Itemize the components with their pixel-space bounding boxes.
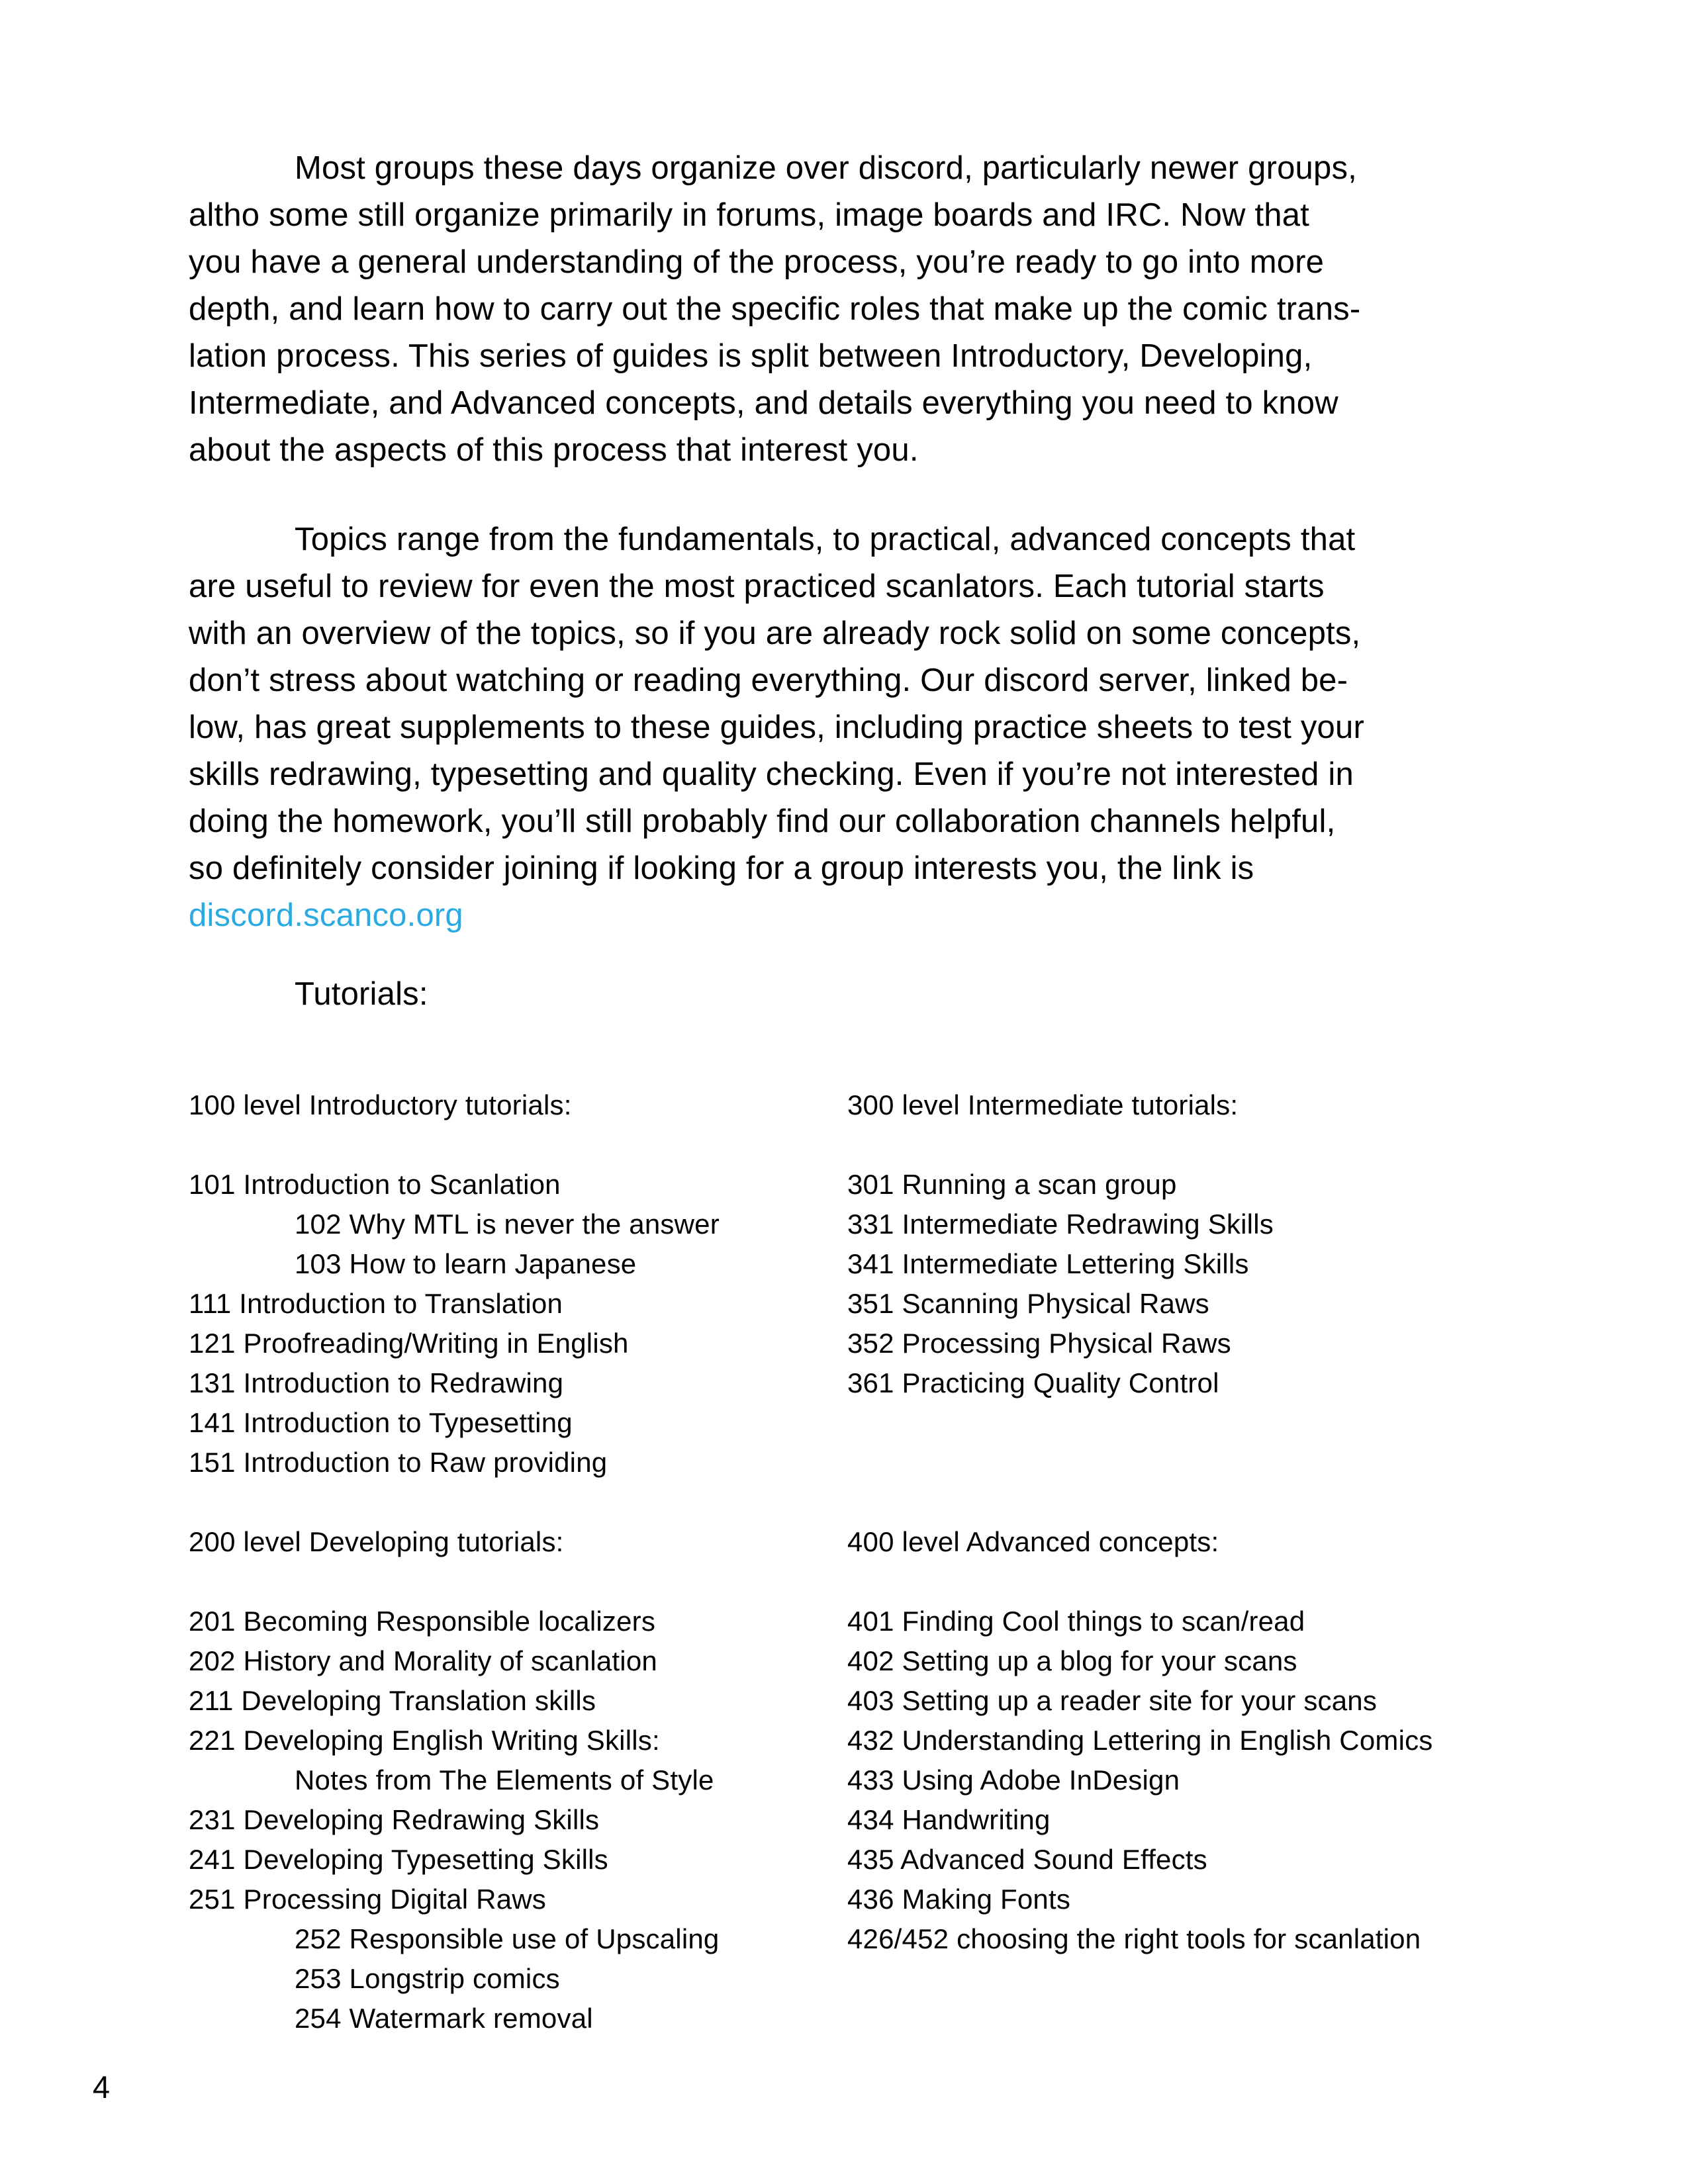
tutorials-heading: Tutorials: bbox=[295, 976, 428, 1012]
tutorial-item: 341 Intermediate Lettering Skills bbox=[847, 1248, 1249, 1279]
section-header: 100 level Introductory tutorials: bbox=[189, 1089, 572, 1120]
paragraph-line: depth, and learn how to carry out the specific roles that make up the comic trans- bbox=[189, 291, 1361, 327]
tutorial-item: 432 Understanding Lettering in English Comics bbox=[847, 1725, 1433, 1756]
tutorial-item: 211 Developing Translation skills bbox=[189, 1685, 596, 1716]
tutorial-item: 402 Setting up a blog for your scans bbox=[847, 1645, 1297, 1676]
section-items bbox=[847, 1165, 1562, 1403]
paragraph-line: Most groups these days organize over discord, particularly newer groups, bbox=[295, 150, 1357, 186]
section-header: 400 level Advanced concepts: bbox=[847, 1526, 1219, 1557]
tutorial-item: 253 Longstrip comics bbox=[295, 1963, 560, 1994]
tutorial-item: 426/452 choosing the right tools for scanlation bbox=[847, 1923, 1421, 1954]
tutorial-item: 231 Developing Redrawing Skills bbox=[189, 1804, 600, 1835]
paragraph-line: doing the homework, you’ll still probably find our collaboration channels helpful, bbox=[189, 803, 1336, 839]
paragraph-line: skills redrawing, typesetting and quality checking. Even if you’re not interested in bbox=[189, 756, 1354, 792]
tutorial-item: 403 Setting up a reader site for your scans bbox=[847, 1685, 1378, 1716]
section-header: 200 level Developing tutorials: bbox=[189, 1526, 564, 1557]
tutorial-item: 151 Introduction to Raw providing bbox=[189, 1447, 608, 1478]
paragraph-line: you have a general understanding of the process, you’re ready to go into more bbox=[189, 244, 1325, 280]
tutorial-item: 352 Processing Physical Raws bbox=[847, 1328, 1231, 1359]
tutorial-item: 331 Intermediate Redrawing Skills bbox=[847, 1208, 1274, 1240]
paragraph-line: don’t stress about watching or reading everything. Our discord server, linked be- bbox=[189, 662, 1348, 698]
tutorial-item: 361 Practicing Quality Control bbox=[847, 1367, 1219, 1398]
tutorial-item: 351 Scanning Physical Raws bbox=[847, 1288, 1209, 1319]
paragraph-line: about the aspects of this process that interest you. bbox=[189, 432, 919, 468]
paragraph-2 bbox=[189, 516, 1519, 939]
section-header: 300 level Intermediate tutorials: bbox=[847, 1089, 1239, 1120]
page-number: 4 bbox=[93, 2070, 111, 2105]
tutorial-item: 434 Handwriting bbox=[847, 1804, 1051, 1835]
tutorial-item: 436 Making Fonts bbox=[847, 1884, 1071, 1915]
paragraph-line: are useful to review for even the most practiced scanlators. Each tutorial starts bbox=[189, 569, 1325, 604]
section-items bbox=[189, 1165, 834, 1482]
section-300-level bbox=[847, 1085, 1562, 1403]
tutorial-item: 141 Introduction to Typesetting bbox=[189, 1407, 573, 1438]
tutorial-item: 221 Developing English Writing Skills: bbox=[189, 1725, 660, 1756]
tutorial-item: 201 Becoming Responsible localizers bbox=[189, 1606, 656, 1637]
tutorial-item: 433 Using Adobe InDesign bbox=[847, 1764, 1180, 1796]
tutorial-item: 241 Developing Typesetting Skills bbox=[189, 1844, 608, 1875]
discord-link[interactable]: discord.scanco.org bbox=[189, 897, 463, 933]
paragraph-line: Topics range from the fundamentals, to practical, advanced concepts that bbox=[295, 522, 1356, 557]
section-items bbox=[847, 1602, 1562, 1959]
tutorial-item: 131 Introduction to Redrawing bbox=[189, 1367, 564, 1398]
tutorial-item: 401 Finding Cool things to scan/read bbox=[847, 1606, 1305, 1637]
tutorial-item: 202 History and Morality of scanlation bbox=[189, 1645, 657, 1676]
tutorial-item: 251 Processing Digital Raws bbox=[189, 1884, 546, 1915]
tutorial-item: 254 Watermark removal bbox=[295, 2003, 593, 2034]
tutorials-column-left bbox=[189, 1085, 834, 2038]
paragraph-1 bbox=[189, 145, 1519, 474]
paragraph-line: with an overview of the topics, so if you are already rock solid on some concepts, bbox=[189, 615, 1361, 651]
tutorials-column-right bbox=[847, 1085, 1562, 1959]
paragraph-line: Intermediate, and Advanced concepts, and details everything you need to know bbox=[189, 385, 1338, 421]
paragraph-line: altho some still organize primarily in forums, image boards and IRC. Now that bbox=[189, 197, 1309, 233]
tutorial-item: 252 Responsible use of Upscaling bbox=[295, 1923, 720, 1954]
tutorial-item: 103 How to learn Japanese bbox=[295, 1248, 637, 1279]
paragraph-line: low, has great supplements to these guides, including practice sheets to test your bbox=[189, 709, 1364, 745]
tutorial-item: 121 Proofreading/Writing in English bbox=[189, 1328, 629, 1359]
tutorial-item: 301 Running a scan group bbox=[847, 1169, 1177, 1200]
tutorial-item: 435 Advanced Sound Effects bbox=[847, 1844, 1207, 1875]
section-200-level bbox=[189, 1522, 834, 2038]
tutorial-item: 111 Introduction to Translation bbox=[189, 1288, 563, 1319]
paragraph-line: lation process. This series of guides is split between Introductory, Developing, bbox=[189, 338, 1313, 374]
tutorial-item: Notes from The Elements of Style bbox=[295, 1764, 714, 1796]
tutorial-item: 102 Why MTL is never the answer bbox=[295, 1208, 720, 1240]
section-400-level bbox=[847, 1522, 1562, 1959]
section-100-level bbox=[189, 1085, 834, 1482]
section-items bbox=[189, 1602, 834, 2038]
tutorial-item: 101 Introduction to Scanlation bbox=[189, 1169, 561, 1200]
paragraph-line: so definitely consider joining if looking for a group interests you, the link is bbox=[189, 850, 1254, 886]
